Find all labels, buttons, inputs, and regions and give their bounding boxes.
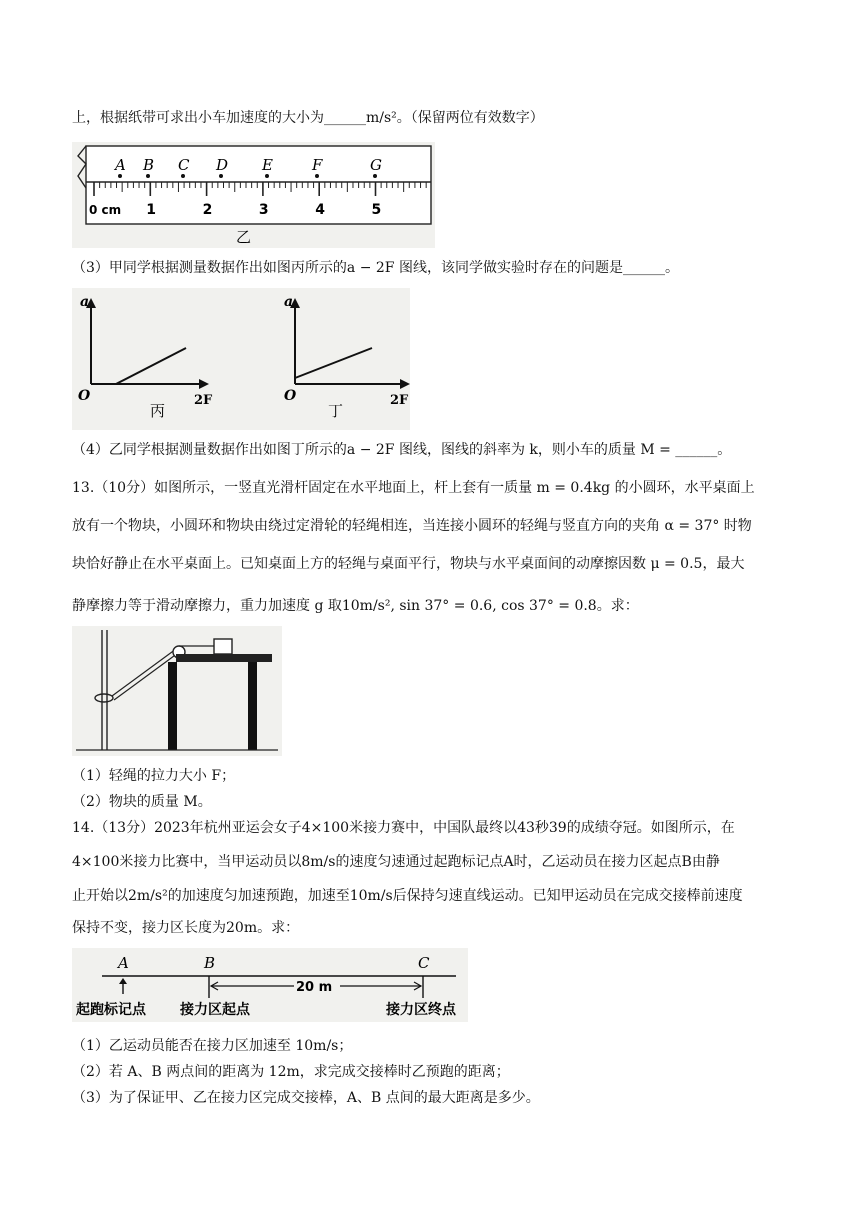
q13-figure [72,626,282,756]
q14-line-4: 保持不变，接力区长度为20m。求： [72,920,300,936]
zone-start-label: 接力区起点 [180,1002,250,1018]
ruler-scale-label: 5 [371,202,382,218]
tape-point-dot [219,174,223,178]
q13-line-3: 块恰好静止在水平桌面上。已知桌面上方的轻绳与桌面平行，物块与水平桌面间的动摩擦因数 μ = 0.5，最大 [72,556,745,572]
ruler-scale-label: 1 [146,202,157,218]
q14-line-1: 14.（13分）2023年杭州亚运会女子4×100米接力赛中，中国队最终以43秒39的成绩夺冠。如图所示，在 [72,820,735,836]
point-b-label: B [204,954,216,972]
tape-point-dot [315,174,319,178]
ruler-diagram [72,142,435,248]
ruler-scale-label: 2 [202,202,213,218]
tape-point-dot [265,174,269,178]
tape-point-label: E [262,156,273,174]
graph2-caption: 丁 [328,402,344,420]
q13-line-4: 静摩擦力等于滑动摩擦力，重力加速度 g 取10m/s², sin 37° = 0.6, cos 37° = 0.8。求： [72,598,639,614]
graph1-x-label: 2F [194,393,213,408]
q14-line-3: 止开始以2m/s²的加速度匀加速预跑，加速至10m/s后保持匀速直线运动。已知甲运动员在完成交接棒前速度 [72,888,743,904]
q13-sub-1: （1）轻绳的拉力大小 F； [72,768,236,784]
q12-part2-tail: 上，根据纸带可求出小车加速度的大小为______m/s²。（保留两位有效数字） [72,110,544,126]
tape-point-label: F [312,156,323,174]
q13-line-2: 放有一个物块，小圆环和物块由绕过定滑轮的轻绳相连，当连接小圆环的轻绳与竖直方向的夹角 α = 37° 时物 [72,518,752,534]
graphs-diagram [72,288,410,430]
graph2-origin: O [284,388,297,404]
ruler-figure [72,142,435,248]
q14-sub-3: （3）为了保证甲、乙在接力区完成交接棒，A、B 点间的最大距离是多少。 [72,1090,540,1106]
q12-part3: （3）甲同学根据测量数据作出如图丙所示的a − 2F 图线，该同学做实验时存在的问题是______。 [72,260,679,276]
graph-bing [78,294,213,420]
graph2-x-label: 2F [390,393,409,408]
point-c-label: C [418,954,430,972]
tape-point-dot [373,174,377,178]
graph1-y-label: a [80,294,90,310]
graph-ding [284,294,410,420]
graph1-caption: 丙 [150,402,166,420]
relay-track-diagram [72,948,468,1022]
pulley-table-diagram [72,626,282,756]
graph2-y-label: a [284,294,294,310]
tape-point-dot [118,174,122,178]
ruler-caption: 乙 [236,228,252,246]
tape-point-label: C [178,156,190,174]
q14-sub-1: （1）乙运动员能否在接力区加速至 10m/s； [72,1038,353,1054]
tape-point-dot [146,174,150,178]
distance-label: 20 m [296,980,333,995]
start-mark-label: 起跑标记点 [76,1002,146,1018]
ruler-scale-label: 0 cm [89,203,122,217]
track-figure [72,948,468,1022]
tape-point-label: B [143,156,155,174]
graphs-figure [72,288,410,430]
tape-point-label: G [370,156,382,174]
q12-part4: （4）乙同学根据测量数据作出如图丁所示的a − 2F 图线，图线的斜率为 k，则小车的质量 M = ______。 [72,442,732,458]
ruler-scale-label: 4 [315,202,325,218]
point-a-label: A [118,954,129,972]
q14-sub-2: （2）若 A、B 两点间的距离为 12m，求完成交接棒时乙预跑的距离； [72,1064,510,1080]
q13-sub-2: （2）物块的质量 M。 [72,794,212,810]
ruler-scale-label: 3 [258,202,269,218]
zone-end-label: 接力区终点 [386,1002,456,1018]
tape-point-label: D [216,156,229,174]
q14-line-2: 4×100米接力比赛中，当甲运动员以8m/s的速度匀速通过起跑标记点A时，乙运动员在接力区起点B由静 [72,854,720,870]
tape-point-label: A [115,156,126,174]
tape-point-dot [181,174,185,178]
q13-line-1: 13.（10分）如图所示，一竖直光滑杆固定在水平地面上，杆上套有一质量 m = 0.4kg 的小圆环，水平桌面上 [72,480,755,496]
graph1-origin: O [78,388,91,404]
